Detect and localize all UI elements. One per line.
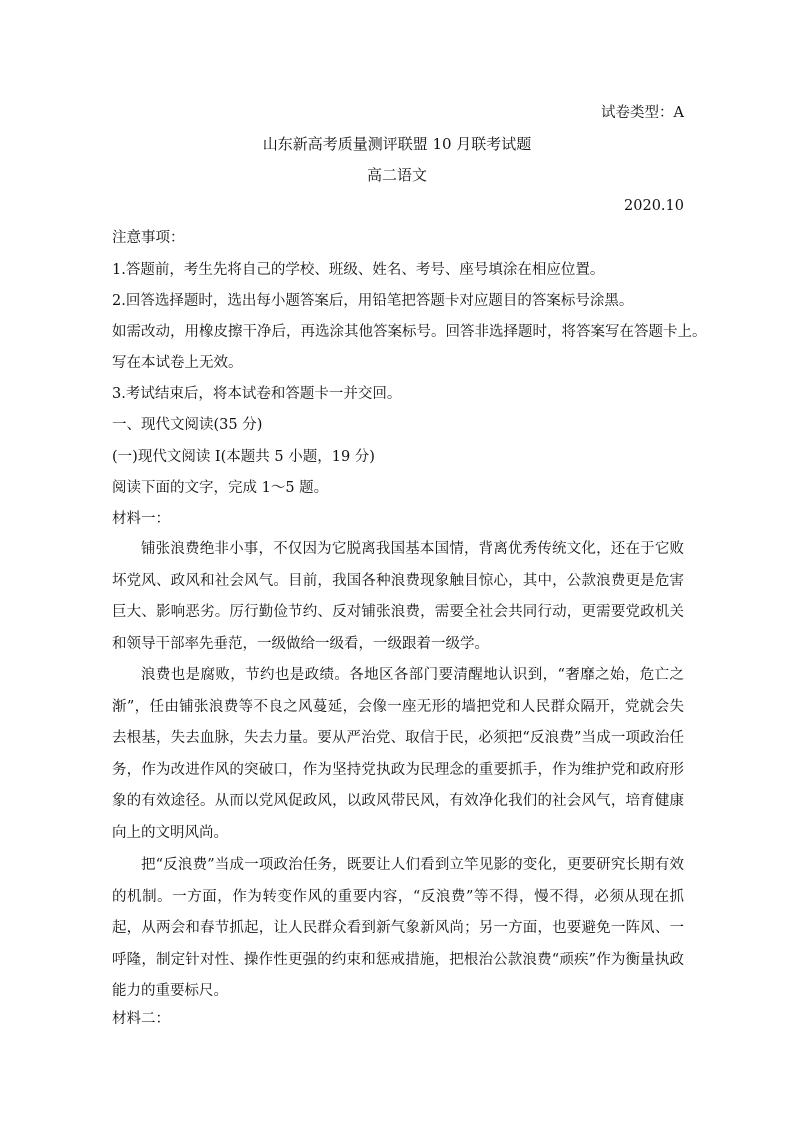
- material-paragraph: 浪费也是腐败，节约也是政绩。各地区各部门要清醒地认识到，“奢靡之始，危亡之渐”，任由铺张浪费等不良之风蔓延，会像一座无形的墙把党和人民群众隔开，党就会失去根基，失去血脉，失去力量。要从严治党、取信于民，必须把“反浪费”当成一项政治任务，作为改进作风的突破口，作为坚持党执政为民理念的重要抓手，作为维护党和政府形象的有效途径。从而以党风促政风，以政风带民风，有效净化我们的社会风气，培育健康向上的文明风尚。: [112, 667, 684, 841]
- reading-instruction: 阅读下面的文字，完成 1～5 题。: [112, 480, 329, 496]
- notice-heading: 注意事项：: [112, 230, 185, 246]
- notice-item: 2.回答选择题时，选出每小题答案后，用铅笔把答题卡对应题目的答案标号涂黑。: [112, 293, 634, 309]
- section-heading: 一、现代文阅读(35 分): [112, 417, 263, 433]
- material-paragraph: 铺张浪费绝非小事，不仅因为它脱离我国基本国情，背离优秀传统文化，还在于它败坏党风、政风和社会风气。目前，我国各种浪费现象触目惊心，其中，公款浪费更是危害巨大、影响恶劣。厉行勤俭节约、反对铺张浪费，需要全社会共同行动，更需要党政机关和领导干部率先垂范，一级做给一级看，一级跟着一级学。: [112, 541, 684, 652]
- material-two-label: 材料二：: [112, 1011, 170, 1027]
- notice-item: 如需改动，用橡皮擦干净后，再选涂其他答案标号。回答非选择题时，将答案写在答题卡上。: [112, 324, 707, 340]
- notice-item: 1.答题前，考生先将自己的学校、班级、姓名、考号、座号填涂在相应位置。: [112, 262, 605, 278]
- material-one-label: 材料一：: [112, 511, 170, 527]
- exam-date: 2020.10: [624, 198, 684, 214]
- notice-item: 3.考试结束后，将本试卷和答题卡一并交回。: [112, 386, 402, 402]
- subject-title: 高二语文: [366, 166, 427, 184]
- notice-item: 写在本试卷上无效。: [112, 355, 243, 371]
- section-subheading: (一)现代文阅读 I(本题共 5 小题，19 分): [112, 449, 375, 465]
- material-paragraph: 把“反浪费”当成一项政治任务，既要让人们看到立竿见影的变化，更要研究长期有效的机制。一方面，作为转变作风的重要内容，“反浪费”等不得，慢不得，必须从现在抓起，从两会和春节抓起，让人民群众看到新气象新风尚；另一方面，也要避免一阵风、一呼隆，制定针对性、操作性更强的约束和惩戒措施，把根治公款浪费“顽疾”作为衡量执政能力的重要标尺。: [112, 857, 684, 999]
- paper-type-label: 试卷类型：A: [601, 105, 684, 121]
- exam-title: 山东新高考质量测评联盟 10 月联考试题: [262, 135, 532, 153]
